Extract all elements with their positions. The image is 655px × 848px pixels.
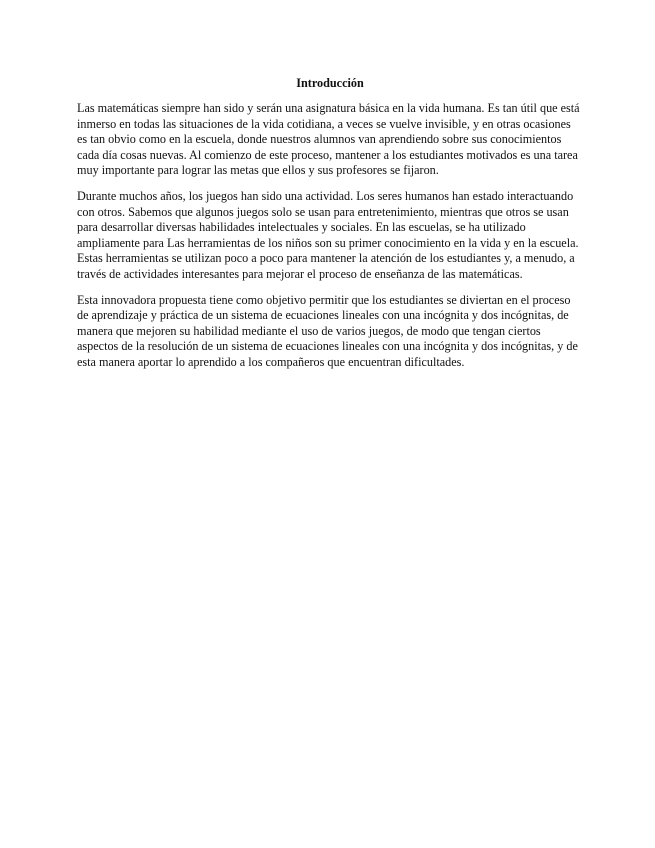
paragraph-2: Durante muchos años, los juegos han sido una actividad. Los seres humanos han estado interactuando con otros. Sabemos que algunos juegos solo se usan para entretenimiento, mientras que otros se usan para desarrollar diversas habilidades intelectuales y sociales. En las escuelas, se ha utilizado ampliamente para Las herramientas de los niños son su primer conocimiento en la vida y en la escuela. Estas herramientas se utilizan poco a poco para mantener la atención de los estudiantes y, a menudo, a través de actividades interesantes para mejorar el proceso de enseñanza de las matemáticas. (77, 188, 579, 281)
paragraph-1: Las matemáticas siempre han sido y serán una asignatura básica en la vida humana. Es tan útil que está inmerso en todas las situaciones de la vida cotidiana, a veces se vuelve invisible, y en otras ocasiones es tan obvio como en la escuela, donde nuestros alumnos van aprendiendo sobre sus conocimientos cada día cosas nuevas. Al comienzo de este proceso, mantener a los estudiantes motivados es una tarea muy importante para lograr las metas que ellos y sus profesores se fijaron. (77, 101, 580, 178)
document-body (77, 76, 583, 381)
paragraph-3: Esta innovadora propuesta tiene como objetivo permitir que los estudiantes se diviertan en el proceso de aprendizaje y práctica de un sistema de ecuaciones lineales con una incógnita y dos incógnitas, de manera que mejoren su habilidad mediante el uso de varios juegos, de modo que tengan ciertos aspectos de la resolución de un sistema de ecuaciones lineales con una incógnita y dos incógnitas, y de esta manera aportar lo aprendido a los compañeros que encuentran dificultades. (77, 292, 578, 369)
section-title: Introducción (296, 76, 364, 90)
